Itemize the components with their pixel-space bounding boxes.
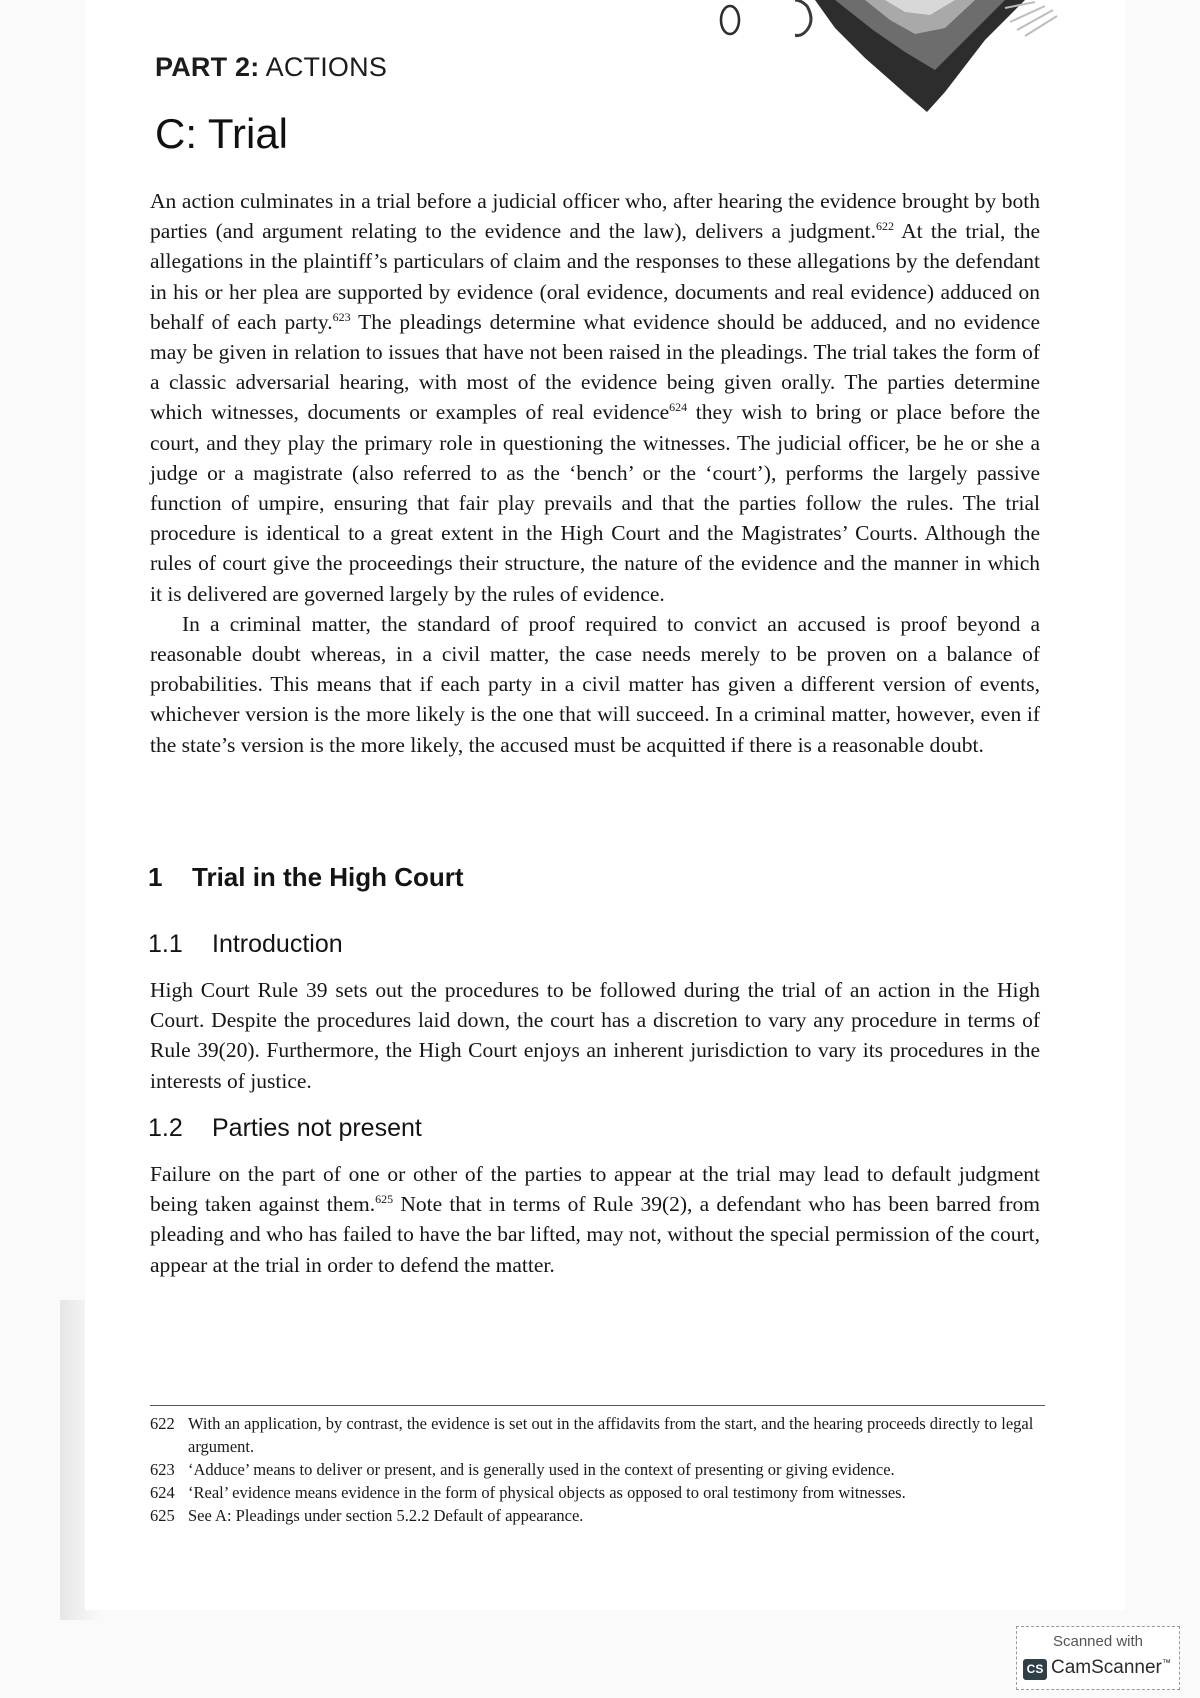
subsection-heading-1-1 [148, 930, 343, 959]
section-number: 1 [148, 862, 163, 892]
footnote-number: 623 [150, 1460, 175, 1479]
ring-mark-graphic [713, 2, 747, 38]
corner-decoration-graphic [795, 0, 1125, 125]
footnote-ref-622[interactable]: 622 [875, 219, 894, 234]
subsection-number: 1.2 [148, 1114, 183, 1142]
section-title: Trial in the High Court [192, 862, 464, 892]
footnote-item [150, 1458, 1045, 1481]
subsection-number: 1.1 [148, 930, 183, 958]
footnote-text: See A: Pleadings under section 5.2.2 Default of appearance. [188, 1506, 584, 1525]
subsection-1-2-paragraph: Failure on the part of one or other of the parties to appear at the trial may lead to default judgment being taken against them.$^{625}$ Note that in terms of Rule 39(2), a defendant who has been barred from pleading and who has failed to have the bar lifted, may not, without the special permission of the court, appear at the trial in order to defend the matter. [150, 1162, 1040, 1277]
chapter-title: C: Trial [155, 110, 289, 157]
intro-text [150, 186, 1040, 760]
footnote-item [150, 1481, 1045, 1504]
camscanner-watermark [1016, 1626, 1180, 1690]
footnote-text: ‘Adduce’ means to deliver or present, and is generally used in the context of presenting or giving evidence. [188, 1460, 895, 1479]
subsection-title: Introduction [212, 930, 343, 958]
footnote-separator [150, 1405, 1045, 1406]
footnote-item [150, 1412, 1045, 1458]
intro-paragraph-1: An action culminates in a trial before a judicial officer who, after hearing the evidence brought by both parties (and argument relating to the evidence and the law), delivers a judgment.$^{622}$ At the trial, the allegations in the plaintiff’s particulars of claim and the responses to these allegations by the defendant in his or her plea are supported by evidence (oral evidence, documents and real evidence) adduced on behalf of each party.$^{623}$ The pleadings determine what evidence should be adduced, and no evidence may be given in relation to issues that have not been raised in the pleadings. The trial takes the form of a classic adversarial hearing, with most of the evidence being given orally. The parties determine which witnesses, documents or examples of real evidence$^{624}$ they wish to bring or place before the court, and they play the primary role in questioning the witnesses. The judicial officer, be he or she a judge or a magistrate (also referred to as the ‘bench’ or the ‘court’), performs the largely passive function of umpire, ensuring that fair play prevails and that the parties follow the rules. The trial procedure is identical to a great extent in the High Court and the Magistrates’ Courts. Although the rules of court give the proceedings their structure, the nature of the evidence and the manner in which it is delivered are governed largely by the rules of evidence. [150, 189, 1040, 606]
footnote-number: 622 [150, 1414, 175, 1433]
subsection-1-2-text [150, 1159, 1040, 1280]
footnotes-list [150, 1412, 1045, 1527]
subsection-1-1-text [150, 975, 1040, 1096]
watermark-brand: CamScanner™ [1051, 1657, 1171, 1678]
footnote-text: ‘Real’ evidence means evidence in the form of physical objects as opposed to oral testimony from witnesses. [188, 1483, 906, 1502]
section-heading-1 [148, 862, 464, 893]
footnote-text: With an application, by contrast, the evidence is set out in the affidavits from the start, and the hearing proceeds directly to legal argument. [188, 1414, 1034, 1456]
footnote-ref-624[interactable]: 624 [669, 400, 688, 415]
watermark-caption: Scanned with [1052, 1633, 1144, 1650]
footnote-number: 624 [150, 1483, 175, 1502]
subsection-heading-1-2 [148, 1114, 422, 1143]
subsection-1-1-paragraph: High Court Rule 39 sets out the procedures to be followed during the trial of an action in the High Court. Despite the procedures laid down, the court has a discretion to vary any procedure in terms of Rule 39(20). Furthermore, the High Court enjoys an inherent jurisdiction to vary its procedures in the interests of justice. [150, 978, 1040, 1093]
footnote-ref-623[interactable]: 623 [332, 309, 351, 324]
footnote-number: 625 [150, 1506, 175, 1525]
part-name: ACTIONS [265, 52, 388, 82]
camscanner-logo-icon: CS [1023, 1659, 1047, 1680]
footnote-ref-625[interactable]: 625 [375, 1192, 394, 1207]
part-header [155, 52, 387, 83]
footnote-item [150, 1504, 1045, 1527]
intro-paragraph-2: In a criminal matter, the standard of proof required to convict an accused is proof beyond a reasonable doubt whereas, in a civil matter, the case needs merely to be proven on a balance of probabilities. This means that if each party in a civil matter has given a different version of events, whichever version is the more likely is the one that will succeed. In a criminal matter, however, even if the state’s version is the more likely, the accused must be acquitted if there is a reasonable doubt. [150, 611, 1040, 757]
subsection-title: Parties not present [212, 1114, 422, 1142]
part-label: PART 2: [155, 52, 260, 82]
